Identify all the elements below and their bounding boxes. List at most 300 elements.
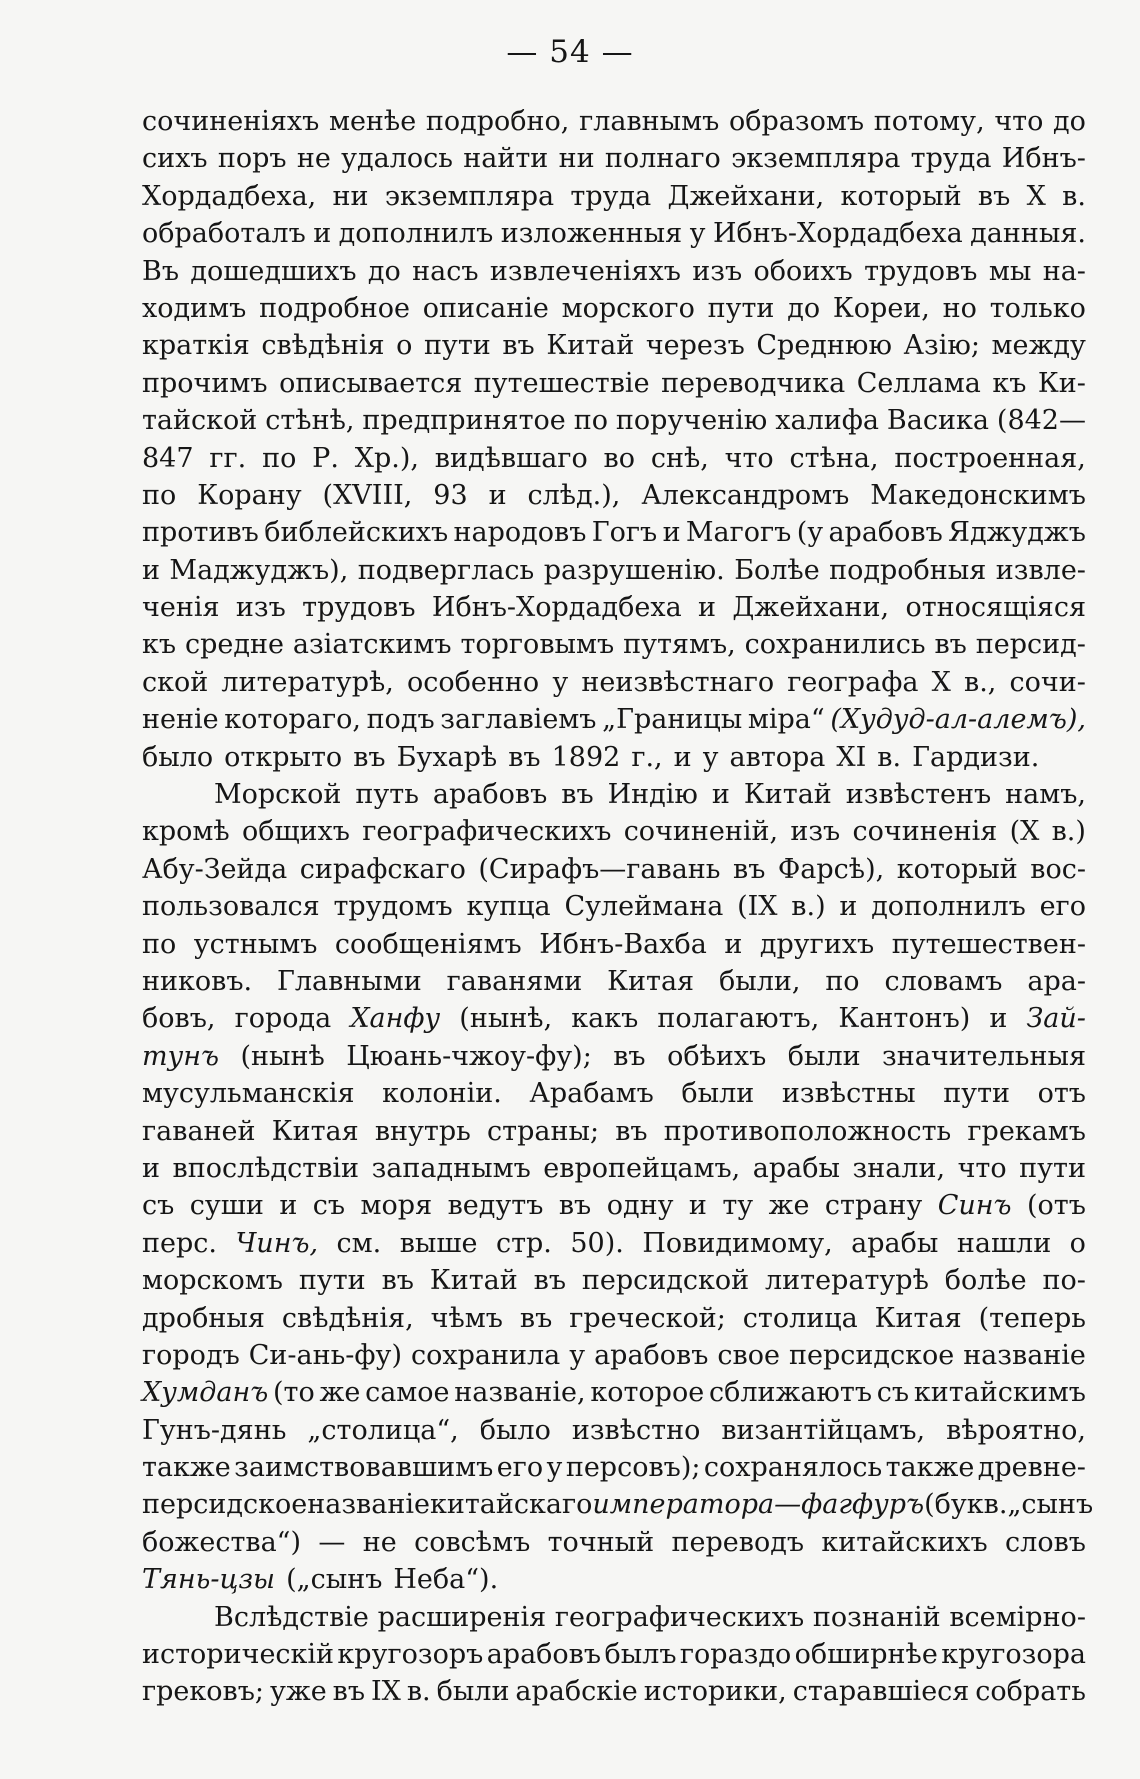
word: къ xyxy=(142,629,177,661)
word: Джейхани, xyxy=(732,592,890,624)
word: между xyxy=(991,330,1086,362)
word: Среднюю xyxy=(756,330,892,362)
word: путешествен- xyxy=(891,928,1086,960)
word: образомъ xyxy=(729,106,865,137)
word: и xyxy=(989,1003,1008,1035)
word: Александромъ xyxy=(641,479,850,511)
word: народовъ xyxy=(453,517,587,549)
word: расширенія xyxy=(377,1601,547,1633)
word: свѣдѣнія, xyxy=(281,1302,414,1334)
text-line xyxy=(142,1000,1086,1037)
word: Гардизи. xyxy=(912,741,1040,773)
text-line xyxy=(142,1449,1086,1486)
word: старавшіеся xyxy=(792,1676,970,1708)
word: сочиненій, xyxy=(623,816,779,848)
word: по xyxy=(573,405,608,437)
word: Селлама xyxy=(856,367,981,399)
word: гораздо xyxy=(679,1639,792,1671)
word: до xyxy=(787,292,821,324)
word: менѣе xyxy=(328,106,417,137)
word: совсѣмъ xyxy=(414,1526,531,1558)
word: (нынѣ xyxy=(240,1040,325,1072)
word: „Границы xyxy=(602,704,743,736)
word: видѣвшаго xyxy=(434,442,588,474)
word: арабовъ xyxy=(486,1639,602,1671)
word: неизвѣстнаго xyxy=(581,666,775,698)
word: (IX xyxy=(737,891,778,923)
word: IX xyxy=(370,1676,401,1708)
word: ту xyxy=(722,1190,754,1222)
word: удалось xyxy=(341,143,453,175)
word: средне xyxy=(184,629,284,661)
text-line xyxy=(142,1561,1086,1598)
text-line xyxy=(142,664,1086,701)
word: ской xyxy=(142,666,209,698)
word: суши xyxy=(189,1190,264,1222)
word: прочимъ xyxy=(142,367,268,399)
word: Ибнъ-Хордадбеха xyxy=(712,218,963,250)
word: столица xyxy=(742,1302,858,1334)
word: же xyxy=(319,1377,361,1409)
text-line xyxy=(142,926,1086,963)
word: автора xyxy=(729,741,826,773)
word: Повидимому, xyxy=(642,1227,833,1259)
word: персидское xyxy=(788,1339,955,1371)
word: самое xyxy=(365,1377,450,1409)
word: сочиненіяхъ xyxy=(142,106,320,137)
word: Китая xyxy=(271,1115,359,1147)
word: города xyxy=(234,1003,332,1035)
word: „столица“, xyxy=(307,1414,459,1446)
word: Ибнъ- xyxy=(1001,143,1086,175)
word: у xyxy=(569,1339,586,1371)
word: общихъ xyxy=(241,816,350,848)
word: („сынъ xyxy=(286,1564,383,1596)
word: (нынѣ, xyxy=(459,1003,553,1035)
word: Абу-Зейда xyxy=(142,853,288,885)
word: въ xyxy=(519,1302,553,1334)
word: нашли xyxy=(956,1227,1052,1259)
word: 847 xyxy=(142,442,194,474)
text-line xyxy=(142,215,1086,252)
word: что xyxy=(724,442,774,474)
word: краткія xyxy=(142,330,250,362)
word: въ xyxy=(977,180,1011,212)
word: вѣроятно, xyxy=(946,1414,1086,1446)
word: ни xyxy=(332,180,369,212)
word: были xyxy=(436,1676,510,1708)
text-line xyxy=(142,402,1086,439)
word: ченія xyxy=(142,592,220,624)
word: тунъ xyxy=(142,1040,220,1072)
word: кругозоръ xyxy=(337,1639,484,1671)
word: были xyxy=(681,1078,755,1110)
word: въ xyxy=(502,330,535,362)
word: подверглась xyxy=(357,554,535,586)
word: съ xyxy=(312,1190,346,1222)
word: въ xyxy=(613,1040,646,1072)
word: данныя. xyxy=(970,218,1086,250)
word: у xyxy=(689,218,706,250)
word: (теперь xyxy=(978,1302,1086,1334)
word: и xyxy=(279,1190,298,1222)
word: экземпляра xyxy=(384,180,555,212)
word: его xyxy=(496,1452,544,1484)
word: было xyxy=(479,1414,551,1446)
word: кругозора xyxy=(941,1639,1086,1671)
word: г., xyxy=(631,741,663,773)
word: обработалъ xyxy=(142,218,306,250)
word: Морской xyxy=(214,779,342,811)
word: и xyxy=(711,779,730,811)
text-line xyxy=(142,1636,1086,1673)
word: Магогъ xyxy=(685,517,792,549)
word: заимствовавшимъ xyxy=(234,1452,494,1484)
word: географическихъ xyxy=(554,1601,805,1633)
word: и xyxy=(688,1190,707,1222)
word: ходимъ xyxy=(142,292,247,324)
word: (842— xyxy=(996,405,1086,437)
text-line xyxy=(142,1262,1086,1299)
word: арабовъ xyxy=(594,1339,709,1371)
text-line xyxy=(142,739,1086,776)
word: о xyxy=(1069,1227,1086,1259)
word: мусульманскія xyxy=(142,1078,355,1110)
word: Китай xyxy=(743,779,832,811)
word: у xyxy=(552,666,569,698)
word: Р. xyxy=(312,442,339,474)
word: сирафскаго xyxy=(299,853,466,885)
word: Китая xyxy=(874,1302,962,1334)
word: подробное xyxy=(259,292,410,324)
word: и xyxy=(142,1152,160,1184)
word: кромѣ xyxy=(142,816,230,848)
word: Ханфу xyxy=(350,1003,441,1035)
word: Корану xyxy=(197,479,302,511)
word: литературѣ xyxy=(765,1265,929,1297)
word: подъ xyxy=(366,704,435,736)
word: по- xyxy=(1042,1265,1086,1297)
word: о xyxy=(396,330,413,362)
word: внутрь xyxy=(374,1115,471,1147)
word: отъ xyxy=(1037,1078,1086,1110)
text-line xyxy=(142,140,1086,177)
word: который xyxy=(896,853,1018,885)
word: и xyxy=(313,218,332,250)
text-line xyxy=(142,1038,1086,1075)
word: построенная, xyxy=(894,442,1086,474)
word: въ xyxy=(561,779,594,811)
word: гаваней xyxy=(142,1115,256,1147)
word: морского xyxy=(561,292,695,324)
word: словъ xyxy=(1005,1526,1086,1558)
text-line xyxy=(142,1486,1094,1523)
word: словамъ xyxy=(884,965,1003,997)
word: Васика xyxy=(886,405,989,437)
word: трудомъ xyxy=(333,891,453,923)
word: главнымъ xyxy=(579,106,720,137)
word: слѣд.), xyxy=(527,479,621,511)
text-line xyxy=(142,813,1086,850)
word: въ xyxy=(615,1115,648,1147)
word: собрать xyxy=(975,1676,1086,1708)
word: арабы xyxy=(851,1227,939,1259)
text-line xyxy=(142,327,1086,364)
word: никовъ. xyxy=(142,965,253,997)
word: описывается xyxy=(279,367,463,399)
word: в.) xyxy=(791,891,826,923)
word: его xyxy=(1039,891,1086,923)
word: Маджуджъ), xyxy=(169,554,349,586)
word: изъ xyxy=(790,816,841,848)
word: китайскимъ xyxy=(913,1377,1086,1409)
word: 1892 xyxy=(551,741,621,773)
word: ведутъ xyxy=(447,1190,544,1222)
word: сближаютъ xyxy=(708,1377,873,1409)
word: болѣе xyxy=(944,1265,1027,1297)
word: пути xyxy=(943,1078,1011,1110)
text-line xyxy=(142,1374,1086,1411)
word: переводчика xyxy=(661,367,846,399)
word: страны; xyxy=(487,1115,600,1147)
word: одну xyxy=(606,1190,674,1222)
word: не xyxy=(296,143,331,175)
word: и xyxy=(839,891,858,923)
word: Китай xyxy=(429,1265,518,1297)
word: стѣна, xyxy=(789,442,879,474)
text-line xyxy=(142,552,1086,589)
word: въ xyxy=(934,629,967,661)
word: въ xyxy=(508,741,541,773)
word: арабскіе xyxy=(515,1676,638,1708)
word: Чинъ, xyxy=(235,1227,319,1259)
word: 93 xyxy=(433,479,468,511)
word: (Сирафъ—гавань xyxy=(478,853,721,885)
word: сохранялось xyxy=(703,1452,883,1484)
word: до xyxy=(1053,106,1086,137)
word: труда xyxy=(910,143,992,175)
word: черезъ xyxy=(645,330,745,362)
word: обѣихъ xyxy=(667,1040,767,1072)
text-line xyxy=(142,365,1086,402)
word: (букв. xyxy=(924,1489,1008,1521)
word: Китая xyxy=(607,965,695,997)
text-line xyxy=(142,1337,1086,1374)
word: городъ xyxy=(142,1339,240,1371)
word: тайской xyxy=(142,405,258,437)
word: морскомъ xyxy=(142,1265,283,1297)
word: найти xyxy=(463,143,549,175)
word: впослѣдствіи xyxy=(172,1152,360,1184)
word: в. xyxy=(406,1676,431,1708)
word: Хордадбеха, xyxy=(142,180,317,212)
word: и xyxy=(662,517,681,549)
word: которое xyxy=(590,1377,705,1409)
word: географическихъ xyxy=(362,816,612,848)
word: Гогъ xyxy=(591,517,658,549)
word: Главными xyxy=(276,965,422,997)
text-line xyxy=(142,776,1086,813)
word: Бухарѣ xyxy=(396,741,498,773)
word: заглавіемъ xyxy=(440,704,597,736)
word: дробныя xyxy=(142,1302,265,1334)
word: (у xyxy=(796,517,824,549)
word: божества“) xyxy=(142,1526,302,1558)
text-line xyxy=(142,1075,1086,1112)
word: императора—фагфуръ xyxy=(592,1489,925,1521)
word: были xyxy=(787,1040,861,1072)
word: Болѣе xyxy=(734,554,820,586)
word: экземпляра xyxy=(731,143,901,175)
word: Тянь-цзы xyxy=(142,1564,276,1596)
word: не xyxy=(362,1526,397,1558)
word: предпринятое xyxy=(362,405,566,437)
word: Македонскимъ xyxy=(870,479,1086,511)
word: гг. xyxy=(209,442,247,474)
word: моря xyxy=(360,1190,433,1222)
text-line xyxy=(142,1225,1086,1262)
word: вос- xyxy=(1030,853,1086,885)
text-line xyxy=(142,701,1086,738)
word: противъ xyxy=(142,517,259,549)
word: Хумданъ xyxy=(142,1377,269,1409)
word: котораго, xyxy=(224,704,361,736)
word: поръ xyxy=(217,143,287,175)
word: персовъ); xyxy=(565,1452,701,1484)
text-line xyxy=(142,888,1086,925)
word: неніе xyxy=(142,704,219,736)
word: съ xyxy=(876,1377,910,1409)
word: (Худуд-ал-алемъ), xyxy=(830,704,1086,736)
word: полнаго xyxy=(604,143,721,175)
text-line xyxy=(142,1150,1086,1187)
word: торговымъ xyxy=(460,629,615,661)
word: труда xyxy=(570,180,652,212)
word: XI xyxy=(836,741,867,773)
word: библейскихъ xyxy=(264,517,449,549)
text-line xyxy=(142,253,1086,290)
word: названіе, xyxy=(454,1377,586,1409)
word: 50). xyxy=(570,1227,624,1259)
word: ара- xyxy=(1027,965,1086,997)
word: Хр.), xyxy=(354,442,419,474)
word: противоположность xyxy=(663,1115,952,1147)
word: персидской xyxy=(581,1265,750,1297)
word: обширнѣе xyxy=(794,1639,938,1671)
word: извле- xyxy=(995,554,1086,586)
word: халифа xyxy=(775,405,879,437)
word: было xyxy=(142,741,214,773)
word: открыто xyxy=(224,741,343,773)
word: извѣстно xyxy=(571,1414,701,1446)
word: описаніе xyxy=(422,292,549,324)
word: гаванями xyxy=(446,965,583,997)
word: X xyxy=(1026,180,1046,212)
text-line xyxy=(142,514,1086,551)
word: съ xyxy=(142,1190,175,1222)
word: путямъ, xyxy=(623,629,736,661)
word: пути xyxy=(298,1265,366,1297)
word: перс. xyxy=(142,1227,217,1259)
word: познаній xyxy=(812,1601,941,1633)
word: переводъ xyxy=(671,1526,805,1558)
word: X xyxy=(931,666,951,698)
word: полагаютъ, xyxy=(657,1003,820,1035)
word: Фарсѣ), xyxy=(777,853,885,885)
word: снѣ, xyxy=(650,442,709,474)
word: у xyxy=(546,1452,563,1484)
word: Зай- xyxy=(1026,1003,1086,1035)
word: другихъ xyxy=(759,928,875,960)
word: Кореи, xyxy=(832,292,930,324)
word: Арабамъ xyxy=(529,1078,654,1110)
word: арабовъ xyxy=(432,779,548,811)
word: насъ xyxy=(412,255,479,287)
word: сихъ xyxy=(142,143,208,175)
word: потому, xyxy=(873,106,985,137)
word: Синъ xyxy=(937,1190,1012,1222)
word: византійцамъ, xyxy=(721,1414,926,1446)
word: путь xyxy=(355,779,419,811)
word: Джейхани, xyxy=(667,180,825,212)
word: купца xyxy=(466,891,551,923)
word: Китай xyxy=(546,330,635,362)
word: сообщеніямъ xyxy=(334,928,522,960)
word: Вслѣдствіе xyxy=(214,1601,369,1633)
word: сохранились xyxy=(744,629,926,661)
word: Си-ань-фу) xyxy=(248,1339,402,1371)
word: (XVIII, xyxy=(322,479,413,511)
word: названіе xyxy=(963,1339,1086,1371)
word: устнымъ xyxy=(193,928,318,960)
word: и xyxy=(673,741,692,773)
word: подробно, xyxy=(425,106,570,137)
text-line xyxy=(142,1187,1086,1224)
word: который xyxy=(840,180,962,212)
word: Цюань-чжоу-фу); xyxy=(346,1040,592,1072)
word: относящіяся xyxy=(905,592,1086,624)
word: Неба“). xyxy=(393,1564,499,1596)
text-line xyxy=(142,626,1086,663)
word: „сынъ xyxy=(1007,1489,1094,1521)
word: свѣдѣнія xyxy=(261,330,385,362)
word: въ xyxy=(353,741,386,773)
word: подробныя xyxy=(829,554,987,586)
word: былъ xyxy=(604,1639,677,1671)
word: стѣнѣ, xyxy=(265,405,355,437)
word: также xyxy=(885,1452,975,1484)
word: ни xyxy=(558,143,595,175)
word: грекамъ xyxy=(967,1115,1086,1147)
text-line xyxy=(142,1300,1086,1337)
word: в.) xyxy=(1051,816,1086,848)
word: обоихъ xyxy=(753,255,853,287)
word: стр. xyxy=(495,1227,552,1259)
word: литературѣ, xyxy=(221,666,394,698)
word: на- xyxy=(1042,255,1086,287)
word: какъ xyxy=(571,1003,639,1035)
word: что xyxy=(957,1152,1007,1184)
word: арабы xyxy=(752,1152,840,1184)
word: (X xyxy=(1009,816,1040,848)
word: въ xyxy=(332,1676,366,1708)
word: (отъ xyxy=(1026,1190,1086,1222)
word: только xyxy=(989,292,1086,324)
word: Гунъ-дянь xyxy=(142,1414,287,1446)
word: что xyxy=(994,106,1044,137)
word: Индію xyxy=(607,779,698,811)
word: изъ xyxy=(692,255,743,287)
